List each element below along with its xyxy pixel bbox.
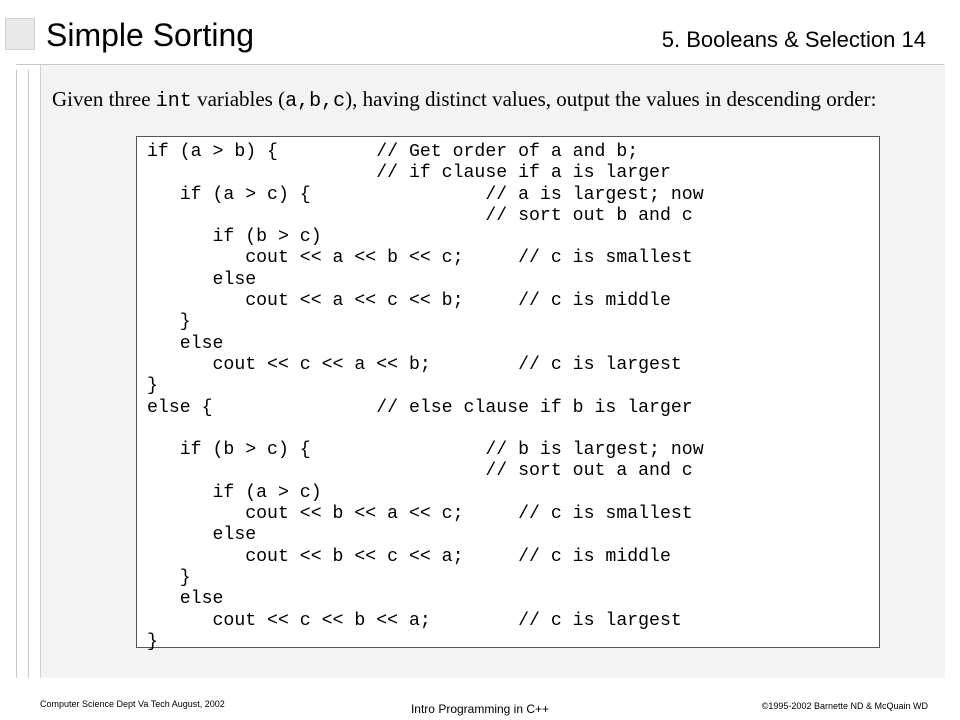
slide-number: 14 xyxy=(901,27,926,52)
code-line: else { // else clause if b is larger xyxy=(147,397,693,418)
slide-title: Simple Sorting xyxy=(46,17,255,53)
code-line: if (b > c) xyxy=(147,227,322,248)
code-line: // if clause if a is larger xyxy=(147,163,671,184)
code-line: else xyxy=(147,269,257,290)
intro-text-2: variables ( xyxy=(191,87,286,111)
code-line: } xyxy=(147,567,191,588)
code-listing xyxy=(136,136,880,652)
footer-copyright: ©1995-2002 Barnette ND & McQuain WD xyxy=(761,701,928,711)
margin-rule-inner xyxy=(28,70,29,678)
footer-course: Intro Programming in C++ xyxy=(410,702,550,716)
corner-decoration xyxy=(5,18,35,50)
code-line: } xyxy=(147,631,158,652)
code-line: } xyxy=(147,376,158,397)
code-block xyxy=(137,137,879,658)
intro-variables: a,b,c xyxy=(285,90,346,113)
code-line: // sort out b and c xyxy=(147,205,693,226)
code-line: else xyxy=(147,589,224,610)
margin-rule-outer xyxy=(16,70,17,678)
footer-department: Computer Science Dept Va Tech August, 2002 xyxy=(40,699,225,709)
code-line: else xyxy=(147,333,224,354)
code-line: cout << c << a << b; // c is largest xyxy=(147,354,682,375)
section-name: 5. Booleans & Selection xyxy=(661,27,896,52)
code-line: cout << c << b << a; // c is largest xyxy=(147,610,682,631)
code-line: if (a > c) xyxy=(147,482,322,503)
code-line: if (a > b) { // Get order of a and b; xyxy=(147,142,639,162)
code-line: cout << a << b << c; // c is smallest xyxy=(147,248,693,269)
code-line: cout << b << c << a; // c is middle xyxy=(147,546,671,567)
code-line: cout << a << c << b; // c is middle xyxy=(147,291,671,312)
code-line: // sort out a and c xyxy=(147,461,693,482)
intro-paragraph xyxy=(52,86,928,115)
section-label xyxy=(662,27,926,53)
code-line: else xyxy=(147,525,257,546)
intro-text-1: Given three xyxy=(52,87,156,111)
code-line: if (b > c) { // b is largest; now xyxy=(147,440,704,461)
header-divider xyxy=(16,64,944,65)
intro-keyword: int xyxy=(155,90,192,113)
intro-text-3: ), having distinct values, output the values in descending order: xyxy=(345,87,877,111)
code-line: if (a > c) { // a is largest; now xyxy=(147,184,704,205)
code-line: cout << b << a << c; // c is smallest xyxy=(147,504,693,525)
code-line: } xyxy=(147,312,191,333)
